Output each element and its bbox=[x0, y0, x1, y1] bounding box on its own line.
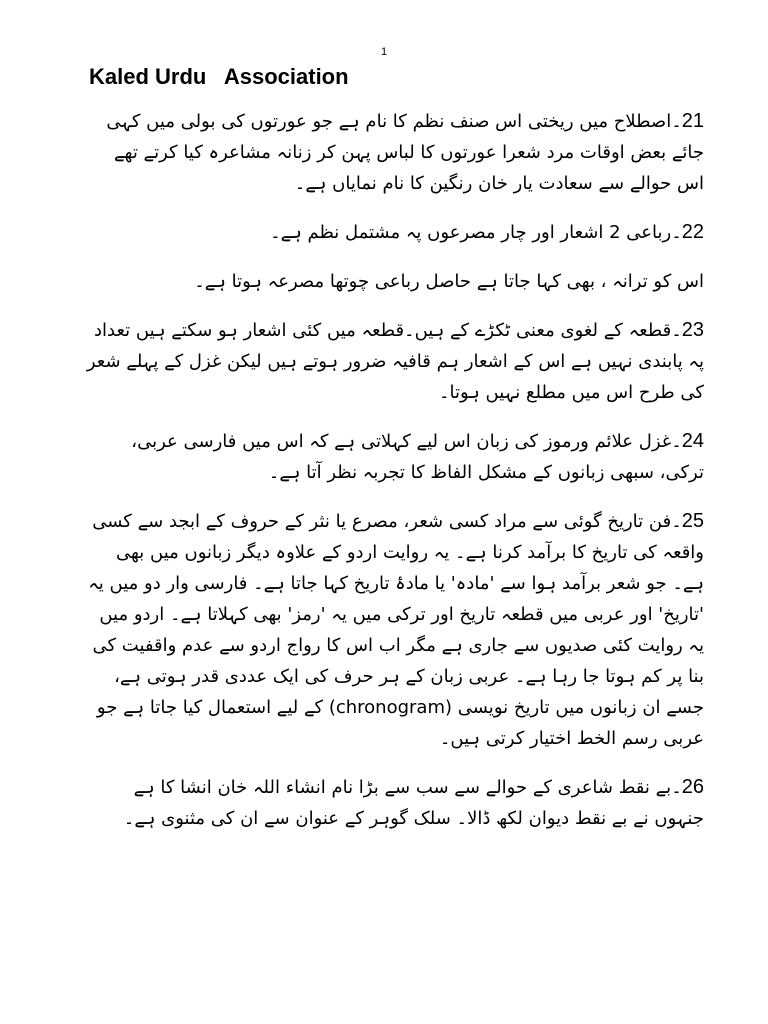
paragraph-21 bbox=[84, 106, 704, 199]
document-title: Kaled Urdu Association bbox=[89, 64, 349, 89]
paragraph-text: ۔بے نقط شاعری کے حوالے سے سب سے بڑا نام انشاء اللہ خان انشا کا ہے جنہوں نے بے نقط دیوان لکھ ڈالا۔ سلک گوہر کے عنوان سے ان کی مثنوی ہے۔ bbox=[123, 777, 704, 829]
paragraph-text: ۔قطعہ کے لغوی معنی ٹکڑے کے ہیں۔قطعہ میں کئی اشعار ہو سکتے ہیں تعداد پہ پابندی نہیں ہے اس کے اشعار ہم قافیہ ضرور ہوتے ہیں لیکن غزل کے پہلے شعر کی طرح اس میں مطلع نہیں ہوتا۔ bbox=[86, 320, 704, 403]
paragraph-26 bbox=[84, 772, 704, 834]
paragraph-number: 26 bbox=[681, 776, 704, 798]
paragraph-number: 21 bbox=[681, 110, 704, 132]
paragraph-number: 25 bbox=[681, 510, 704, 532]
paragraph-text: ۔اصطلاح میں ریختی اس صنف نظم کا نام ہے جو عورتوں کی بولی میں کہی جائے بعض اوقات مرد شعرا عورتوں کا لباس پہن کر زنانہ مشاعرہ کیا کرتے تھے اس حوالے سے سعادت یار خان رنگین کا نام نمایاں ہے۔ bbox=[106, 111, 704, 194]
paragraph-text: ۔رباعی 2 اشعار اور چار مصرعوں پہ مشتمل نظم ہے۔ bbox=[270, 222, 682, 243]
paragraph-text: اس کو ترانہ ، بھی کہا جاتا ہے حاصل رباعی چوتھا مصرعہ ہوتا ہے۔ bbox=[194, 271, 704, 292]
paragraph-text: ۔فن تاریخ گوئی سے مراد کسی شعر، مصرع یا نثر کے حروف کے ابجد سے کسی واقعہ کی تاریخ کا برآمد کرنا ہے۔ یہ روایت اردو کے علاوہ دیگر زبانوں میں بھی ہے۔ جو شعر برآمد ہوا سے 'مادہ' یا مادۂ تاریخ کہا جاتا ہے۔ فارسی وار دو میں یہ 'تاریخ' اور عربی میں قطعہ تاریخ اور ترکی میں یہ 'رمز' بھی کہلاتا ہے۔ اردو میں یہ روایت کئی صدیوں سے جاری ہے مگر اب اس کا رواج اردو سے عدم واقفیت کی بنا پر کم ہوتا جا رہا ہے۔ عربی زبان کے ہر حرف کی ایک عددی قدر ہوتی ہے، جسے ان زبانوں میں تاریخ نویسی (chronogram) کے لیے استعمال کیا جاتا ہے جو عربی رسم الخط اختیار کرتی ہیں۔ bbox=[88, 511, 704, 749]
paragraph-25 bbox=[84, 506, 704, 754]
paragraph-text: ۔غزل علائم ورموز کی زبان اس لیے کہلاتی ہے کہ اس میں فارسی عربی، ترکی، سبھی زبانوں کے مشکل الفاظ کا تجربہ نظر آتا ہے۔ bbox=[131, 431, 704, 483]
paragraph-number: 24 bbox=[681, 430, 704, 452]
paragraph-23 bbox=[84, 315, 704, 408]
paragraph-22-note bbox=[84, 266, 704, 297]
paragraph-22 bbox=[84, 217, 704, 248]
paragraph-24 bbox=[84, 426, 704, 488]
document-body bbox=[84, 106, 704, 852]
paragraph-number: 23 bbox=[681, 319, 704, 341]
paragraph-number: 22 bbox=[681, 221, 704, 243]
page-number: 1 bbox=[380, 46, 388, 58]
